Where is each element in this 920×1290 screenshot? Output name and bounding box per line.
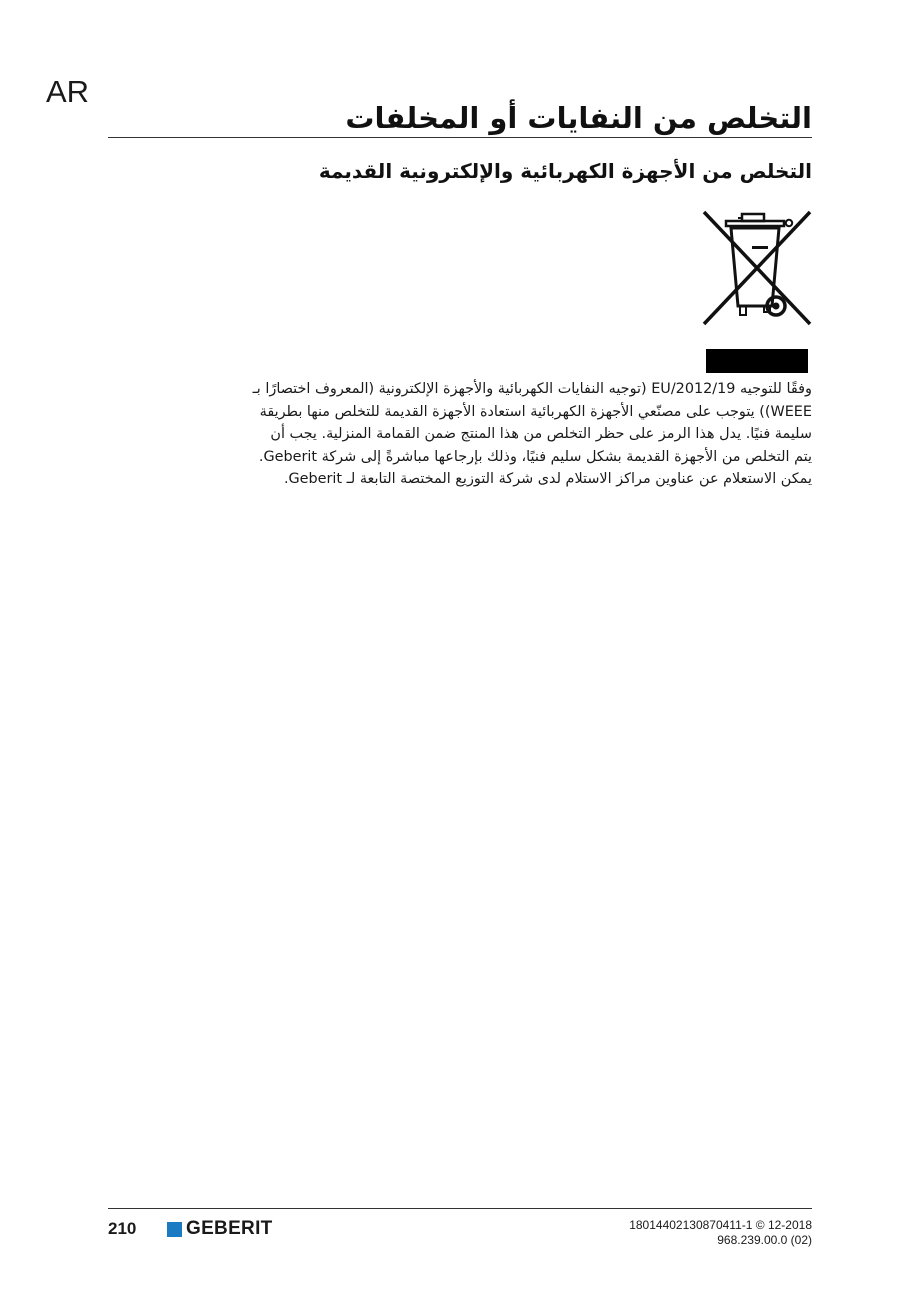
weee-paragraph <box>112 378 812 491</box>
paragraph-line: سليمة فنيًا. يدل هذا الرمز على حظر التخلص من هذا المنتج ضمن القمامة المنزلية. يجب أن <box>270 426 812 442</box>
paragraph-line: وفقًا للتوجيه EU/2012/19 (توجيه النفايات الكهربائية والأجهزة الإلكترونية (المعروف اختصارًا بـ <box>252 381 812 397</box>
section-heading: التخلص من الأجهزة الكهربائية والإلكترونية القديمة <box>318 159 812 183</box>
footer-divider <box>108 1208 812 1209</box>
brand-name: GEBERIT <box>186 1218 273 1239</box>
document-number: 18014402130870411-1 © 12-2018 <box>629 1218 812 1232</box>
article-number: 968.239.00.0 (02) <box>717 1233 812 1247</box>
paragraph-line: يمكن الاستعلام عن عناوين مراكز الاستلام لدى شركة التوزيع المختصة التابعة لـ Geberit. <box>283 471 812 487</box>
document-identifier <box>512 1218 812 1248</box>
brand-logo <box>167 1219 273 1239</box>
language-code: AR <box>46 74 90 109</box>
page-number: 210 <box>108 1219 137 1238</box>
page-title: التخلص من النفايات أو المخلفات <box>345 101 812 135</box>
solid-bar-mark <box>706 349 808 373</box>
logo-square-icon <box>167 1222 182 1237</box>
paragraph-line: WEEE)) يتوجب على مصنّعي الأجهزة الكهربائية استعادة الأجهزة القديمة للتخلص منها بطريقة <box>259 403 812 420</box>
crossed-out-wheelie-bin-icon <box>700 208 814 328</box>
title-divider <box>108 137 812 138</box>
paragraph-line: يتم التخلص من الأجهزة القديمة بشكل سليم فنيًا، وذلك بإرجاعها مباشرةً إلى شركة Geberit. <box>258 448 812 465</box>
